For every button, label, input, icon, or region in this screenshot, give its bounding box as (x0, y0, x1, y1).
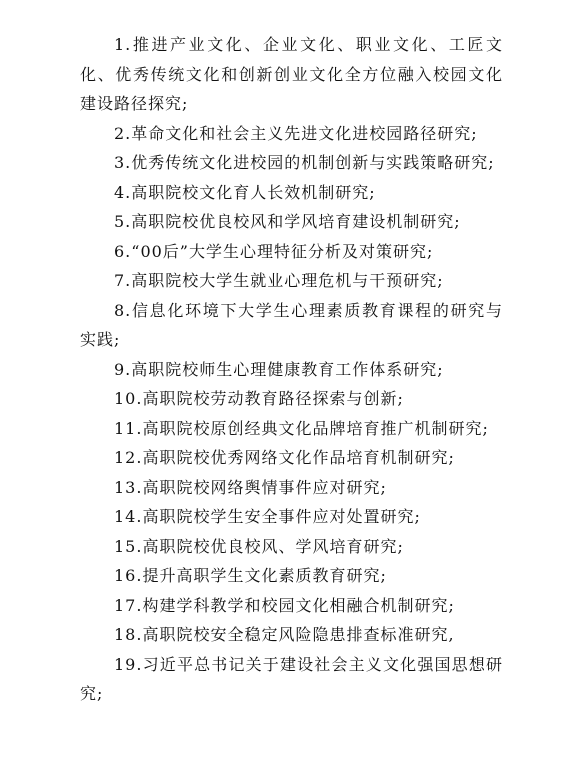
list-item-18: 18.高职院校安全稳定风险隐患排查标准研究, (114, 625, 455, 644)
list-item-17: 17.构建学科教学和校园文化相融合机制研究; (114, 595, 455, 615)
list-item-3: 3.优秀传统文化进校园的机制创新与实践策略研究; (114, 153, 495, 172)
list-item-7: 7.高职院校大学生就业心理危机与干预研究; (114, 271, 444, 290)
list-item-2: 2.革命文化和社会主义先进文化进校园路径研究; (114, 123, 478, 143)
list-item-1: 1.推进产业文化、企业文化、职业文化、工匠文化、优秀传统文化和创新创业文化全方位融入校园文化建设路径探究; (80, 35, 503, 113)
list-item-15: 15.高职院校优良校风、学风培育研究; (114, 536, 404, 556)
list-item-4: 4.高职院校文化育人长效机制研究; (114, 182, 376, 202)
list-item-13: 13.高职院校网络舆情事件应对研究; (114, 477, 387, 497)
list-item-19: 19.习近平总书记关于建设社会主义文化强国思想研究; (80, 654, 503, 703)
list-item-6: 6.“00后”大学生心理特征分析及对策研究; (114, 241, 434, 261)
list-item-5: 5.高职院校优良校风和学风培育建设机制研究; (114, 212, 461, 231)
list-item-10: 10.高职院校劳动教育路径探索与创新; (114, 389, 404, 408)
list-item-12: 12.高职院校优秀网络文化作品培育机制研究; (114, 448, 455, 467)
list-item-8: 8.信息化环境下大学生心理素质教育课程的研究与实践; (80, 300, 503, 349)
list-item-11: 11.高职院校原创经典文化品牌培育推广机制研究; (114, 418, 489, 438)
list-item-16: 16.提升高职学生文化素质教育研究; (114, 566, 387, 585)
list-item-14: 14.高职院校学生安全事件应对处置研究; (114, 507, 421, 526)
list-item-9: 9.高职院校师生心理健康教育工作体系研究; (114, 359, 444, 379)
